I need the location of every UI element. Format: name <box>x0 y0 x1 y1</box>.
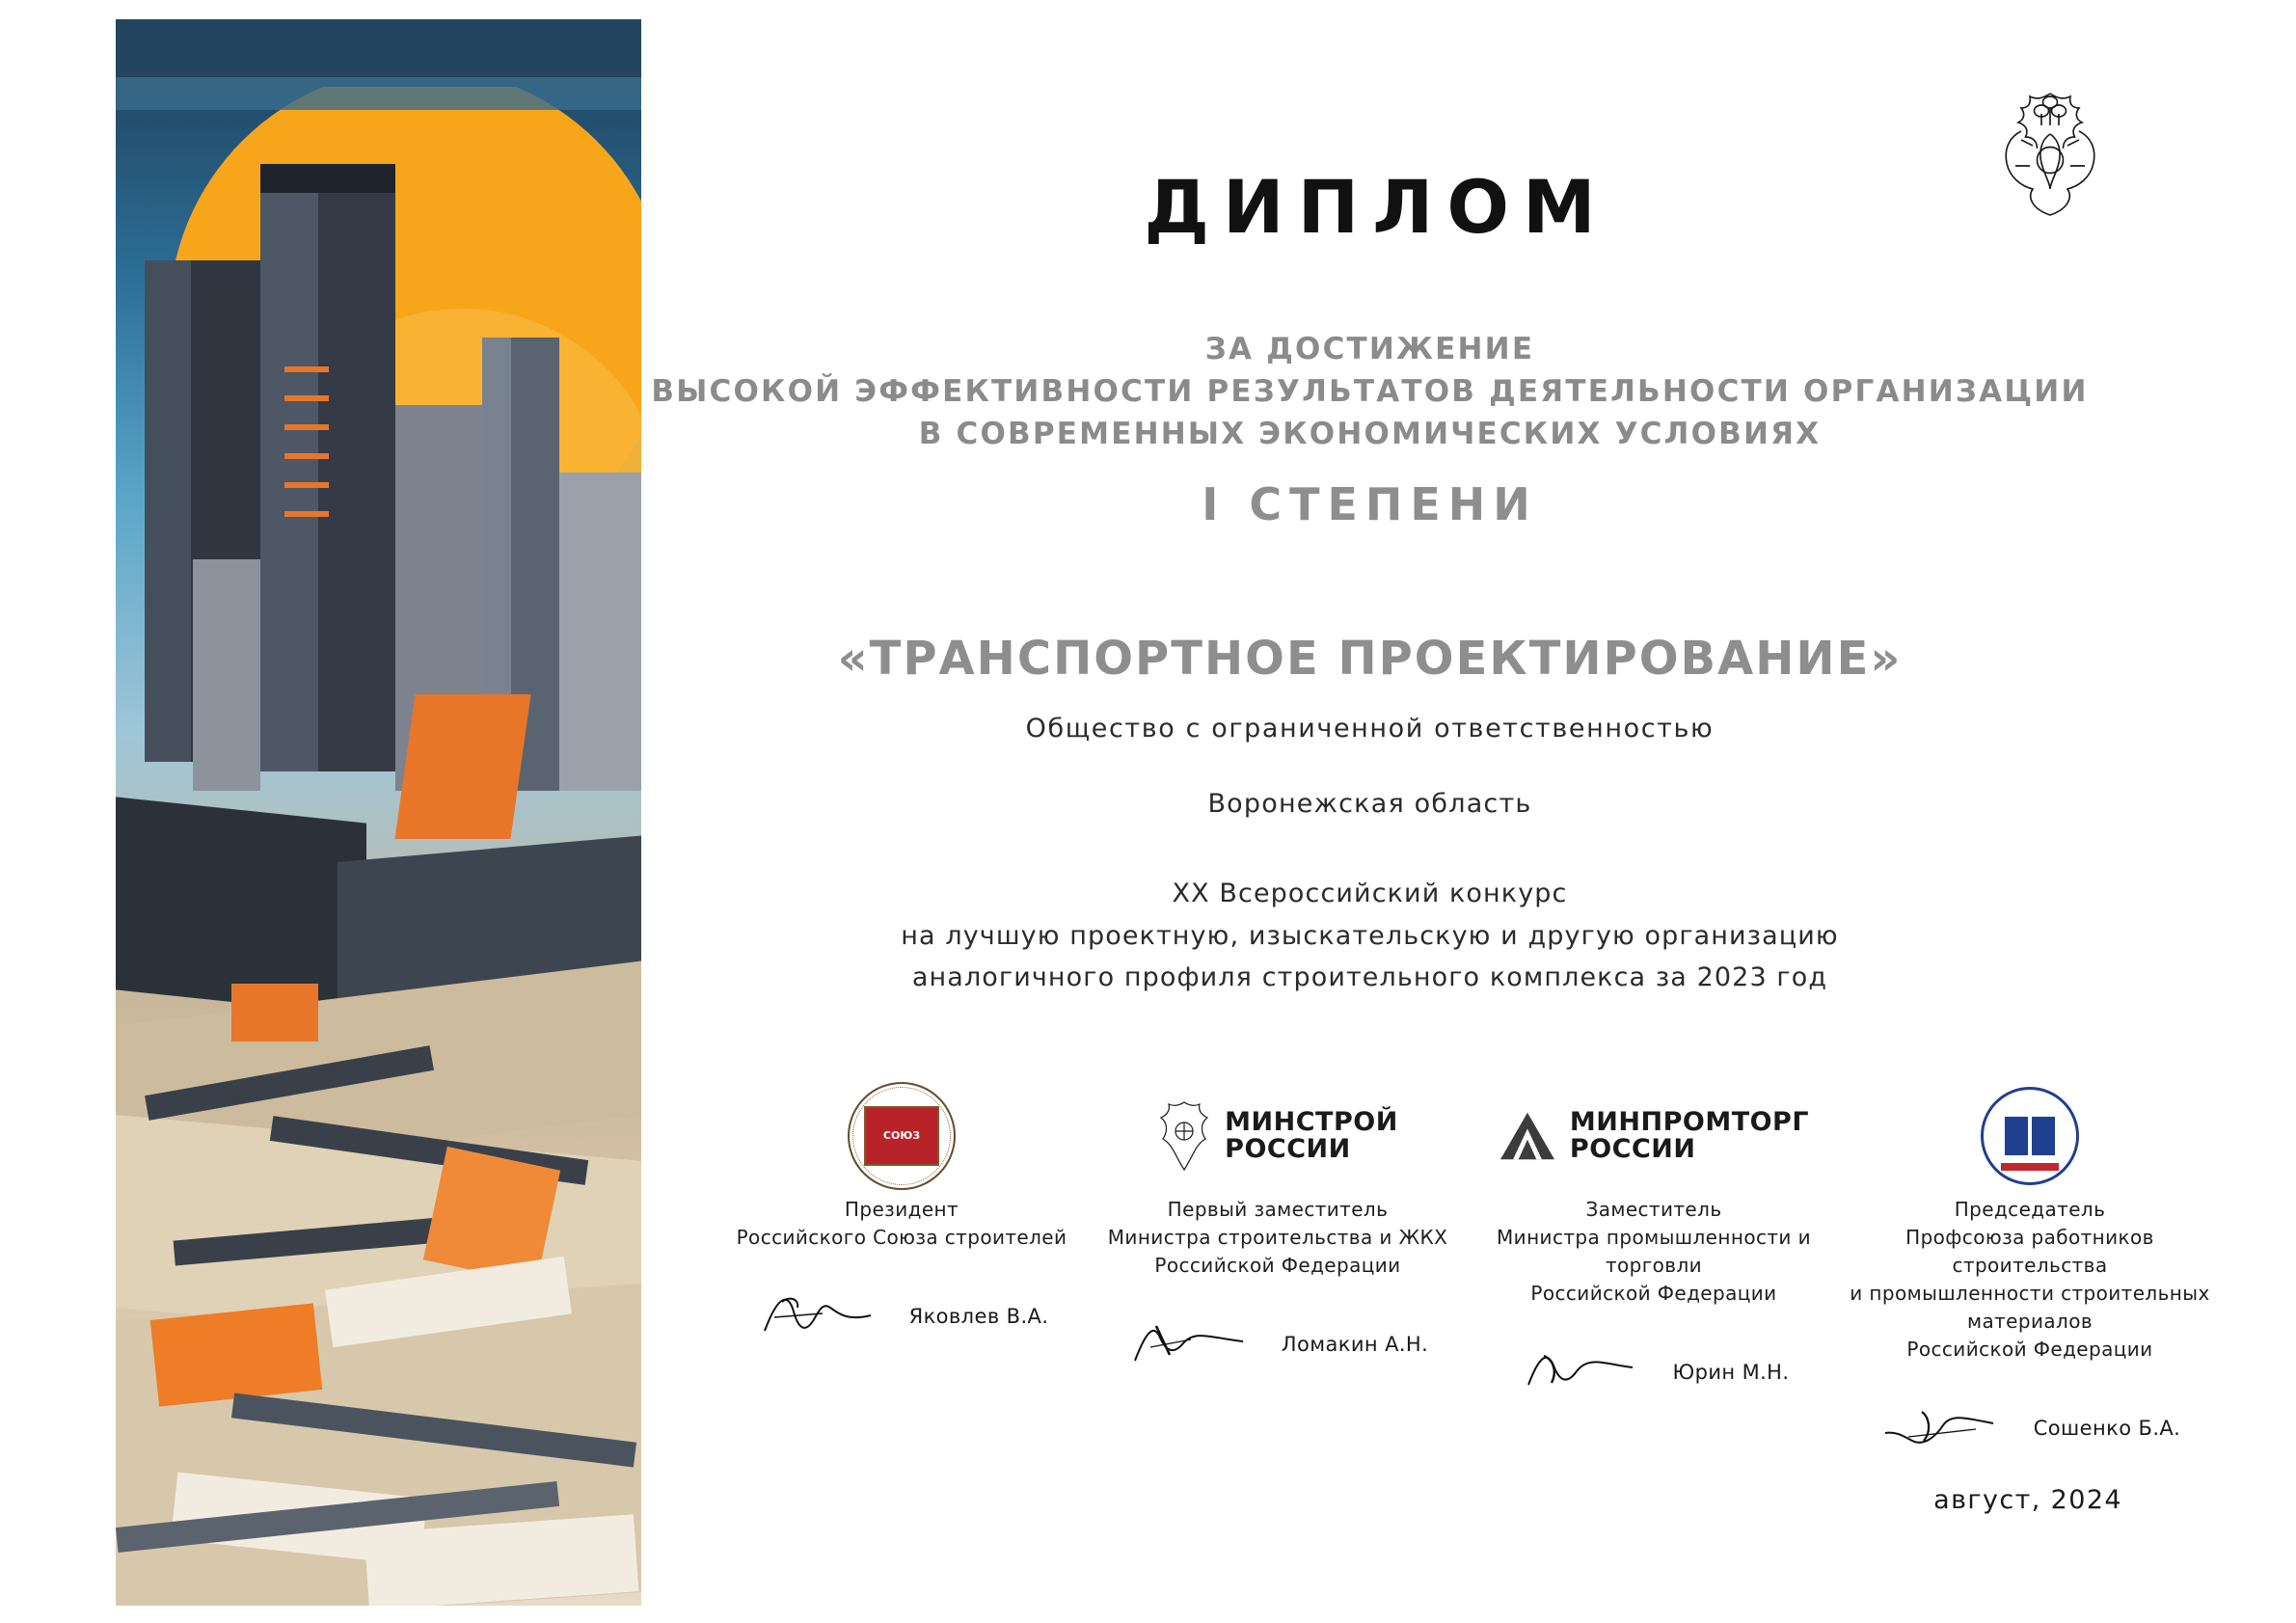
signatory-title-line: Российского Союза строителей <box>736 1226 1067 1249</box>
signature-row <box>714 1273 1090 1360</box>
signatory-name: Сошенко Б.А. <box>2033 1417 2181 1440</box>
signatory-block <box>1090 1090 1466 1472</box>
award-degree: I СТЕПЕНИ <box>1202 478 1538 531</box>
award-line-3: В СОВРЕМЕННЫХ ЭКОНОМИЧЕСКИХ УСЛОВИЯХ <box>918 417 1822 452</box>
artwork-accent-shape-3 <box>150 1303 322 1406</box>
minpromtorg-logo-main: МИНПРОМТОРГ <box>1569 1106 1810 1137</box>
contest-description <box>559 873 2180 999</box>
document-title: ДИПЛОМ <box>1144 164 1609 250</box>
artwork-ladder <box>284 366 329 540</box>
artwork-sky-band <box>116 77 641 110</box>
artwork-accent-shape-1 <box>394 694 530 839</box>
signature-row <box>1090 1301 1466 1388</box>
award-reason-block <box>559 328 2180 530</box>
contest-line-2: на лучшую проектную, изыскательскую и другую организацию <box>901 920 1839 951</box>
signatory-title-line: Президент <box>844 1198 959 1221</box>
organization-legal-form: Общество с ограниченной ответственностью <box>1025 714 1715 744</box>
signatory-block <box>1466 1090 1842 1472</box>
russian-union-of-builders-logo-icon <box>714 1090 1090 1182</box>
signatory-block <box>714 1090 1090 1472</box>
signatory-title-line: Российской Федерации <box>1154 1254 1401 1277</box>
artwork-building-6 <box>193 559 260 791</box>
signatory-name: Юрин М.Н. <box>1672 1361 1790 1384</box>
minstroy-russia-logo-icon <box>1090 1090 1466 1182</box>
rss-logo-text: СОЮЗ <box>882 1129 921 1143</box>
signature-mark <box>1519 1339 1663 1406</box>
contest-line-3: аналогичного профиля строительного комплекса за 2023 год <box>911 962 1828 993</box>
signature-row <box>1842 1385 2218 1472</box>
signatory-title-line: и промышленности строительных материалов <box>1850 1282 2210 1333</box>
construction-workers-trade-union-logo-icon <box>1842 1090 2218 1182</box>
award-line-1: ЗА ДОСТИЖЕНИЕ <box>1204 332 1535 366</box>
artwork-building-1-light <box>145 260 191 762</box>
contest-line-1: XX Всероссийский конкурс <box>1172 879 1568 908</box>
signature-mark <box>1879 1394 2024 1462</box>
organization-name: «ТРАНСПОРТНОЕ ПРОЕКТИРОВАНИЕ» <box>837 632 1903 686</box>
signatory-title <box>714 1196 1090 1252</box>
signatory-name: Яковлев В.А. <box>908 1305 1049 1328</box>
award-line-2: ВЫСОКОЙ ЭФФЕКТИВНОСТИ РЕЗУЛЬТАТОВ ДЕЯТЕЛЬНОСТИ ОРГАНИЗАЦИИ <box>651 374 2089 410</box>
minstroy-logo-sub: РОССИИ <box>1225 1134 1351 1164</box>
signatory-title-line: Министра строительства и ЖКХ <box>1107 1226 1448 1249</box>
minpromtorg-russia-logo-icon <box>1466 1090 1842 1182</box>
signatory-title-line: Российской Федерации <box>1530 1282 1777 1305</box>
signature-mark <box>755 1283 900 1350</box>
signatories-row <box>714 1090 2218 1472</box>
signature-mark <box>1127 1311 1272 1378</box>
signatory-title-line: Первый заместитель <box>1167 1198 1389 1221</box>
signature-row <box>1466 1329 1842 1416</box>
signatory-title <box>1842 1196 2218 1364</box>
organization-region: Воронежская область <box>1207 789 1532 819</box>
signatory-title-line: Профсоюза работников строительства <box>1905 1226 2154 1277</box>
signatory-title <box>1090 1196 1466 1280</box>
signatory-block <box>1842 1090 2218 1472</box>
signatory-title-line: Председатель <box>1954 1198 2106 1221</box>
diploma-content <box>651 0 2296 1623</box>
signatory-name: Ломакин А.Н. <box>1281 1333 1429 1356</box>
artwork-accent-shape-2 <box>231 984 318 1041</box>
signatory-title-line: Министра промышленности и торговли <box>1497 1226 1811 1277</box>
signatory-title <box>1466 1196 1842 1308</box>
issue-date: август, 2024 <box>1933 1485 2122 1515</box>
minstroy-logo-main: МИНСТРОЙ <box>1225 1106 1398 1137</box>
minpromtorg-logo-sub: РОССИИ <box>1569 1134 1696 1164</box>
signatory-title-line: Российской Федерации <box>1906 1338 2153 1361</box>
signatory-title-line: Заместитель <box>1585 1198 1722 1221</box>
